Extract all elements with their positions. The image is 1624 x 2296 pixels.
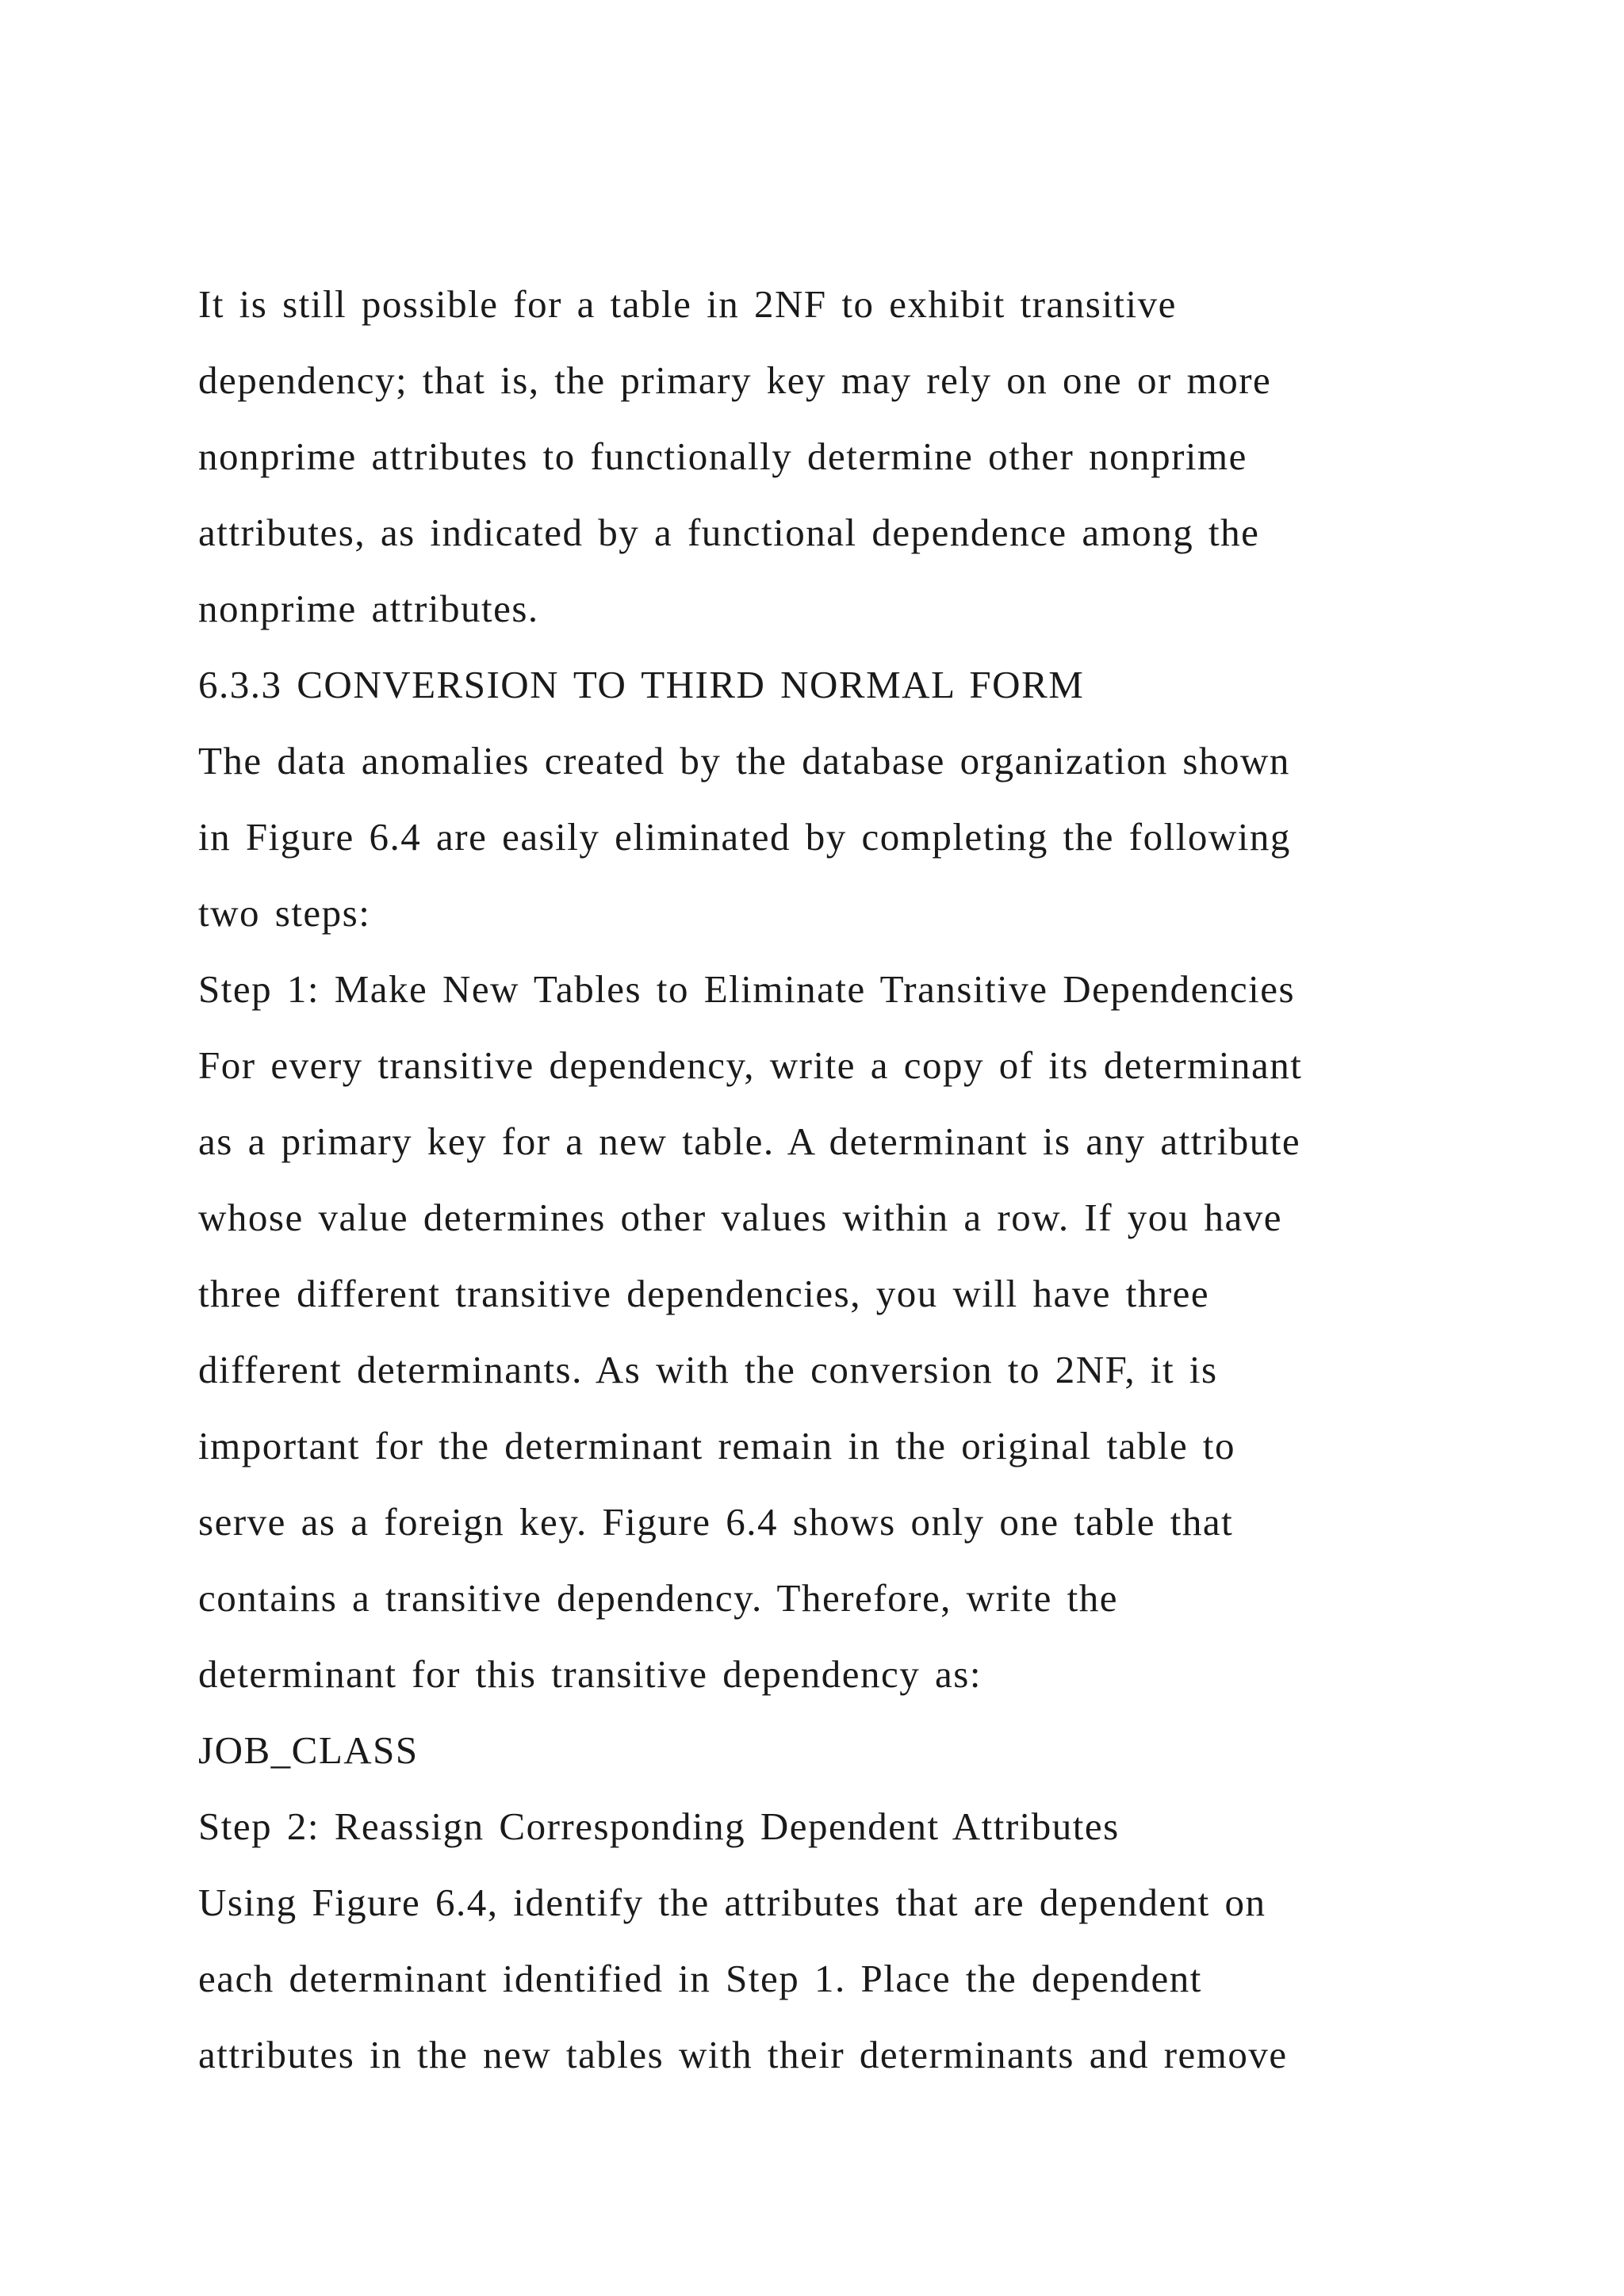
text-line: as a primary key for a new table. A determinant is any attribute: [198, 1119, 1301, 1163]
text-line: serve as a foreign key. Figure 6.4 shows only one table that: [198, 1500, 1234, 1544]
text-line: each determinant identified in Step 1. Place the dependent: [198, 1957, 1202, 2000]
text-line: attributes in the new tables with their determinants and remove: [198, 2033, 1288, 2076]
text-line: determinant for this transitive dependency as:: [198, 1652, 982, 1696]
text-line: nonprime attributes.: [198, 587, 539, 630]
step-heading: Step 2: Reassign Corresponding Dependent Attributes: [198, 1804, 1120, 1848]
text-line: whose value determines other values within a row. If you have: [198, 1196, 1283, 1239]
text-line: in Figure 6.4 are easily eliminated by completing the following: [198, 815, 1291, 859]
text-line: three different transitive dependencies, you will have three: [198, 1272, 1210, 1315]
text-line: attributes, as indicated by a functional dependence among the: [198, 511, 1260, 554]
text-line: two steps:: [198, 891, 371, 935]
text-line: nonprime attributes to functionally determine other nonprime: [198, 434, 1247, 478]
body-text: [198, 266, 1483, 2093]
text-line: contains a transitive dependency. Therefore, write the: [198, 1576, 1118, 1620]
text-line: Using Figure 6.4, identify the attributes that are dependent on: [198, 1881, 1266, 1924]
text-line: dependency; that is, the primary key may rely on one or more: [198, 358, 1272, 402]
determinant-name: JOB_CLASS: [198, 1728, 419, 1772]
text-line: different determinants. As with the conversion to 2NF, it is: [198, 1348, 1218, 1391]
text-line: It is still possible for a table in 2NF to exhibit transitive: [198, 282, 1177, 326]
text-line: For every transitive dependency, write a copy of its determinant: [198, 1043, 1303, 1087]
step-heading: Step 1: Make New Tables to Eliminate Transitive Dependencies: [198, 967, 1296, 1011]
text-line: The data anomalies created by the database organization shown: [198, 739, 1290, 783]
section-heading: 6.3.3 CONVERSION TO THIRD NORMAL FORM: [198, 663, 1085, 706]
text-line: important for the determinant remain in the original table to: [198, 1424, 1236, 1468]
